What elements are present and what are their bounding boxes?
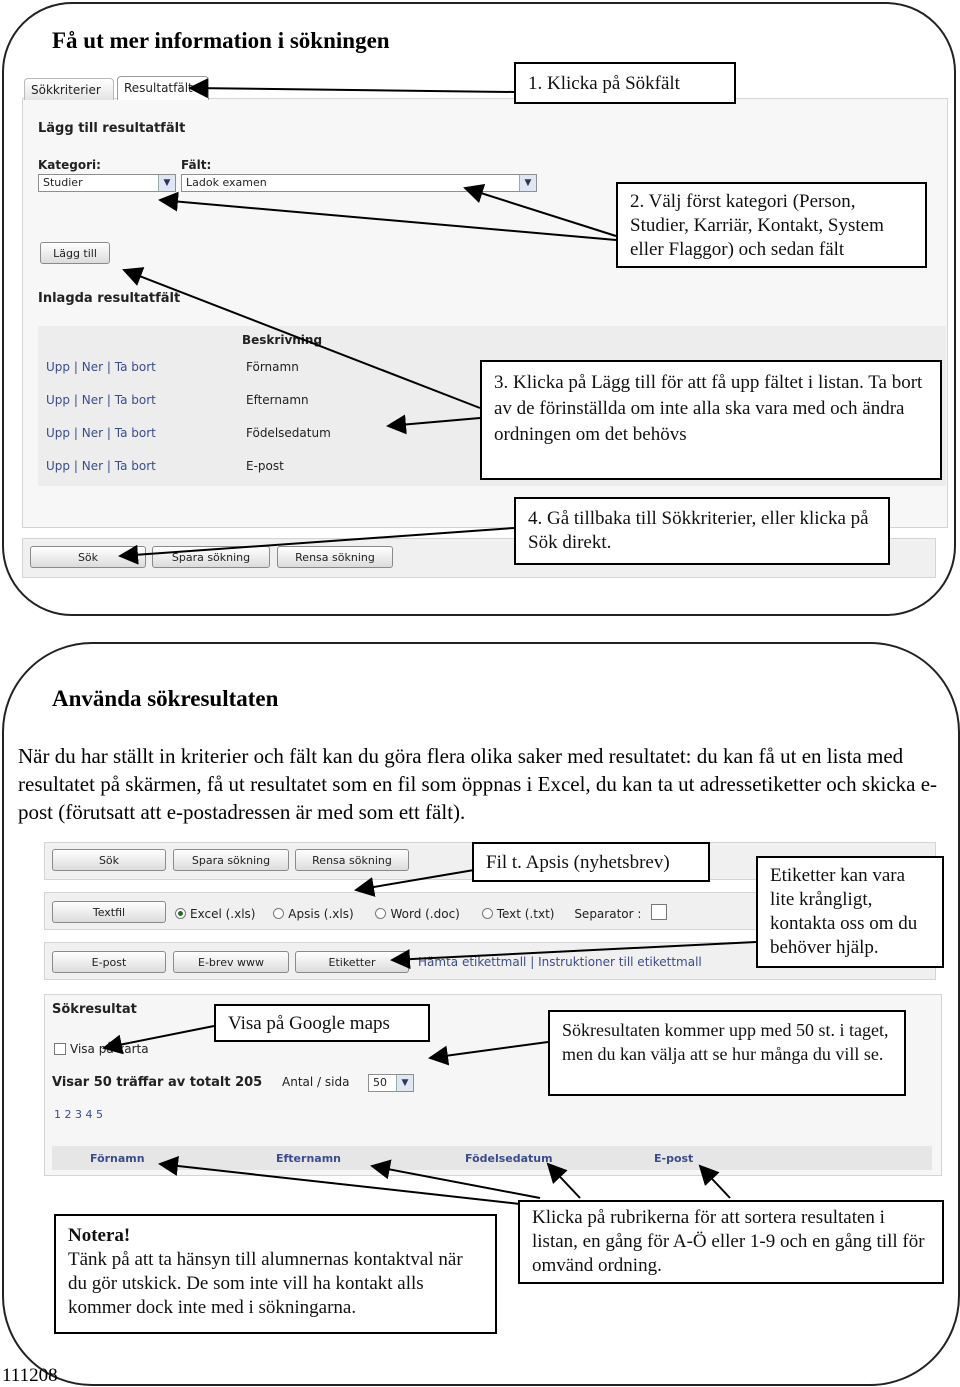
column-lastname[interactable]: Efternamn [276, 1152, 341, 1165]
separator-label: Separator : [574, 907, 642, 921]
field-label: Fält: [181, 158, 212, 172]
checkbox-icon [54, 1043, 66, 1055]
callout-step3: 3. Klicka på Lägg till för att få upp fältet i listan. Ta bort av de förinställda om inte alla ska vara med och ändra ordningen om det behövs [480, 360, 942, 480]
category-value: Studier [43, 176, 83, 189]
row-field-name: Födelsedatum [246, 426, 331, 440]
remove-link[interactable]: Ta bort [114, 360, 156, 374]
separator-input[interactable] [651, 904, 667, 920]
callout-results: Sökresultaten kommer upp med 50 st. i taget, men du kan välja att se hur många du vill se. [548, 1010, 906, 1096]
callout-labels: Etiketter kan vara lite krångligt, kontakta oss om du behöver hjälp. [756, 856, 944, 968]
description-header: Beskrivning [242, 333, 323, 347]
table-row: Upp | Ner | Ta bort [46, 426, 156, 440]
section1-title: Få ut mer information i sökningen [52, 28, 390, 53]
tab-sokkriterier[interactable]: Sökkriterier [24, 78, 114, 100]
callout-file: Fil t. Apsis (nyhetsbrev) [472, 842, 710, 882]
save-search-button[interactable]: Spara sökning [173, 849, 289, 871]
clear-search-button[interactable]: Rensa sökning [277, 546, 393, 568]
callout-sort: Klicka på rubrikerna för att sortera resultaten i listan, en gång för A-Ö eller 1-9 och en gång till för omvänd ordning. [518, 1200, 944, 1284]
pagination[interactable]: 1 2 3 4 5 [54, 1108, 103, 1121]
label-instructions-link[interactable]: Instruktioner till etikettmall [538, 955, 702, 969]
per-page-value: 50 [373, 1076, 387, 1089]
category-label: Kategori: [38, 158, 101, 172]
remove-link[interactable]: Ta bort [114, 426, 156, 440]
label-links: Hämta etikettmall | Instruktioner till etikettmall [418, 955, 702, 969]
row-field-name: Efternamn [246, 393, 309, 407]
added-heading: Inlagda resultatfält [38, 291, 181, 306]
labels-button[interactable]: Etiketter [295, 951, 409, 973]
down-link[interactable]: Ner [81, 426, 104, 440]
down-link[interactable]: Ner [81, 459, 104, 473]
remove-link[interactable]: Ta bort [114, 393, 156, 407]
add-heading: Lägg till resultatfält [38, 121, 186, 136]
table-row: Upp | Ner | Ta bort [46, 459, 156, 473]
chevron-down-icon: ▼ [396, 1075, 413, 1091]
showing-count: Visar 50 träffar av totalt 205 [52, 1075, 263, 1090]
chevron-down-icon: ▼ [519, 175, 536, 191]
up-link[interactable]: Upp [46, 393, 71, 407]
table-row: Upp | Ner | Ta bort [46, 360, 156, 374]
row-field-name: Förnamn [246, 360, 299, 374]
footer-code: 111208 [2, 1365, 58, 1386]
intro-text: När du har ställt in kriterier och fält kan du göra flera olika saker med resultatet: du kan få ut en lista med resultatet på skärmen, få ut resultatet som en fil som öppnas i Excel, du kan ta ut adressetiketter och skicka e-post (förutsatt att e-postadressen är med som ett fält). [18, 744, 938, 824]
textfile-button[interactable]: Textfil [52, 901, 166, 923]
field-value: Ladok examen [186, 176, 267, 189]
radio-icon [482, 908, 493, 919]
callout-step4: 4. Gå tillbaka till Sökkriterier, eller klicka på Sök direkt. [514, 497, 890, 565]
down-link[interactable]: Ner [81, 393, 104, 407]
callout-maps: Visa på Google maps [214, 1004, 430, 1042]
note-title: Notera! [68, 1225, 131, 1246]
chevron-down-icon: ▼ [158, 175, 175, 191]
column-firstname[interactable]: Förnamn [90, 1152, 145, 1165]
get-label-template-link[interactable]: Hämta etikettmall [418, 955, 527, 969]
option-apsis[interactable]: Apsis (.xls) [273, 907, 353, 921]
up-link[interactable]: Upp [46, 360, 71, 374]
radio-icon [273, 908, 284, 919]
radio-icon [375, 908, 386, 919]
up-link[interactable]: Upp [46, 459, 71, 473]
remove-link[interactable]: Ta bort [114, 459, 156, 473]
section2-title: Använda sökresultaten [52, 686, 279, 711]
tab-resultatfalt[interactable]: Resultatfält [117, 76, 209, 100]
column-email[interactable]: E-post [654, 1152, 694, 1165]
search-button[interactable]: Sök [30, 546, 146, 568]
results-heading: Sökresultat [52, 1002, 137, 1017]
option-word[interactable]: Word (.doc) [375, 907, 459, 921]
radio-icon [175, 908, 186, 919]
save-search-button[interactable]: Spara sökning [152, 546, 270, 568]
category-select[interactable] [38, 174, 176, 192]
callout-step2: 2. Välj först kategori (Person, Studier, Karriär, Kontakt, System eller Flaggor) och sedan fält [616, 182, 927, 268]
down-link[interactable]: Ner [81, 360, 104, 374]
newsletter-button[interactable]: E-brev www [173, 951, 289, 973]
per-page-label: Antal / sida [282, 1075, 350, 1089]
table-row: Upp | Ner | Ta bort [46, 393, 156, 407]
file-options [175, 904, 671, 921]
option-text[interactable]: Text (.txt) [482, 907, 555, 921]
email-button[interactable]: E-post [52, 951, 166, 973]
search-button[interactable]: Sök [52, 849, 166, 871]
clear-search-button[interactable]: Rensa sökning [295, 849, 409, 871]
up-link[interactable]: Upp [46, 426, 71, 440]
callout-note [54, 1214, 497, 1334]
callout-step1: 1. Klicka på Sökfält [514, 62, 736, 104]
option-excel[interactable]: Excel (.xls) [175, 907, 255, 921]
field-select[interactable] [181, 174, 537, 192]
note-body: Tänk på att ta hänsyn till alumnernas kontaktval när du gör utskick. De som inte vill ha kontakt alls kommer dock inte med i sökningarna. [68, 1249, 463, 1318]
row-field-name: E-post [246, 459, 284, 473]
column-birthdate[interactable]: Födelsedatum [465, 1152, 553, 1165]
add-button[interactable]: Lägg till [40, 242, 110, 264]
show-on-map-checkbox[interactable]: Visa på karta [54, 1042, 149, 1056]
per-page-select[interactable] [368, 1074, 414, 1092]
